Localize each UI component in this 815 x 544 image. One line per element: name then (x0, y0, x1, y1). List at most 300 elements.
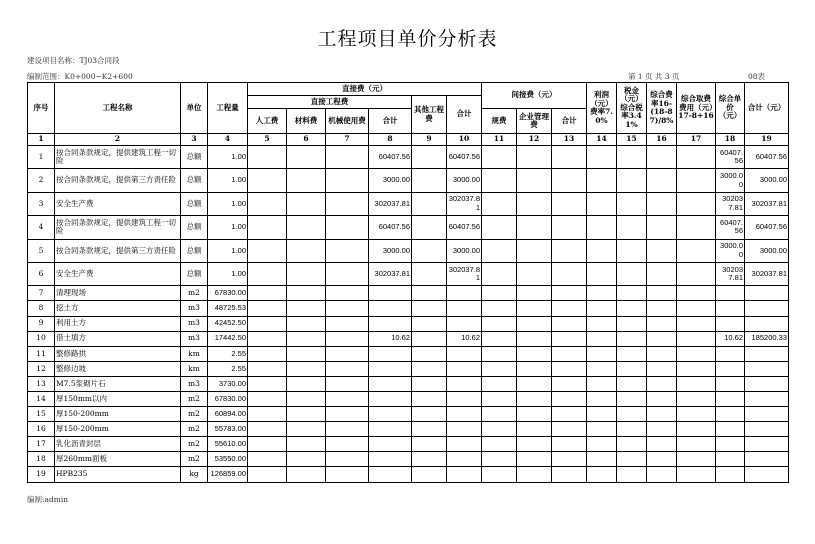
row-name: 按合同条款规定，提供建筑工程一切险 (55, 216, 181, 239)
row-combined-fee (677, 467, 716, 482)
row-material (287, 346, 326, 361)
header-other-eng: 其他工程费 (412, 96, 447, 134)
row-unit-price (716, 286, 745, 301)
row-tax (617, 346, 647, 361)
row-seq: 6 (28, 262, 55, 285)
row-name: 挖土方 (55, 301, 181, 316)
row-mgmt (517, 146, 552, 169)
column-index-cell: 6 (287, 134, 326, 146)
row-unit: 总额 (181, 262, 208, 285)
row-regulation (482, 422, 517, 437)
table-row (28, 192, 789, 215)
row-tax (617, 316, 647, 331)
row-combined-rate (647, 437, 677, 452)
row-mgmt (517, 169, 552, 192)
row-direct-total: 60407.56 (447, 146, 482, 169)
row-direct-total (447, 316, 482, 331)
table-row (28, 239, 789, 262)
row-profit (587, 346, 617, 361)
row-qty: 2.55 (208, 361, 248, 376)
row-seq: 16 (28, 422, 55, 437)
row-labor (248, 437, 287, 452)
header-tax: 税金（元）综合税率3.41% (617, 83, 647, 134)
row-mgmt (517, 467, 552, 482)
row-subtotal (369, 407, 412, 422)
row-profit (587, 437, 617, 452)
row-combined-rate (647, 262, 677, 285)
row-indirect-total (552, 346, 587, 361)
row-seq: 14 (28, 392, 55, 407)
row-total-yuan (745, 286, 789, 301)
row-indirect-total (552, 169, 587, 192)
row-qty: 60894.00 (208, 407, 248, 422)
header-total-yuan: 合计（元） (745, 83, 789, 134)
column-index-cell: 10 (447, 134, 482, 146)
row-other-eng (412, 262, 447, 285)
row-labor (248, 301, 287, 316)
row-regulation (482, 361, 517, 376)
row-seq: 11 (28, 346, 55, 361)
footer-author: 编制:admin (27, 495, 69, 504)
row-other-eng (412, 452, 447, 467)
header-unit-price: 综合单价（元） (716, 83, 745, 134)
row-total-yuan (745, 452, 789, 467)
row-combined-fee (677, 361, 716, 376)
row-tax (617, 437, 647, 452)
row-mgmt (517, 361, 552, 376)
row-mgmt (517, 192, 552, 215)
row-seq: 4 (28, 216, 55, 239)
row-name: 按合同条款规定，提供建筑工程一切险 (55, 146, 181, 169)
row-regulation (482, 392, 517, 407)
form-code: 08表 (748, 72, 766, 81)
page-info: 第 1 页 共 3 页 (628, 72, 680, 81)
row-tax (617, 169, 647, 192)
table-row (28, 286, 789, 301)
row-labor (248, 407, 287, 422)
row-combined-fee (677, 286, 716, 301)
row-material (287, 467, 326, 482)
row-unit-price (716, 422, 745, 437)
row-subtotal: 60407.56 (369, 216, 412, 239)
row-direct-total (447, 407, 482, 422)
row-machine (326, 376, 369, 391)
row-machine (326, 437, 369, 452)
row-machine (326, 216, 369, 239)
row-unit-price: 3000.00 (716, 239, 745, 262)
row-direct-total (447, 301, 482, 316)
row-name: 借土填方 (55, 331, 181, 346)
row-total-yuan: 60407.56 (745, 146, 789, 169)
row-regulation (482, 239, 517, 262)
row-profit (587, 376, 617, 391)
row-subtotal (369, 316, 412, 331)
row-material (287, 146, 326, 169)
row-mgmt (517, 437, 552, 452)
row-seq: 3 (28, 192, 55, 215)
row-labor (248, 331, 287, 346)
row-mgmt (517, 376, 552, 391)
row-seq: 5 (28, 239, 55, 262)
row-unit-price (716, 376, 745, 391)
row-unit-price (716, 301, 745, 316)
table-row (28, 216, 789, 239)
row-qty: 1.00 (208, 146, 248, 169)
row-combined-rate (647, 346, 677, 361)
row-regulation (482, 146, 517, 169)
row-total-yuan: 3000.00 (745, 169, 789, 192)
row-combined-rate (647, 239, 677, 262)
row-combined-rate (647, 452, 677, 467)
row-combined-rate (647, 169, 677, 192)
row-direct-total (447, 422, 482, 437)
row-mgmt (517, 331, 552, 346)
row-regulation (482, 216, 517, 239)
row-subtotal: 60407.56 (369, 146, 412, 169)
row-seq: 19 (28, 467, 55, 482)
row-combined-fee (677, 422, 716, 437)
row-mgmt (517, 392, 552, 407)
row-unit-price (716, 467, 745, 482)
row-labor (248, 146, 287, 169)
row-unit-price (716, 452, 745, 467)
row-subtotal (369, 467, 412, 482)
row-unit: 总额 (181, 239, 208, 262)
row-other-eng (412, 331, 447, 346)
row-indirect-total (552, 467, 587, 482)
row-labor (248, 239, 287, 262)
row-machine (326, 192, 369, 215)
row-combined-fee (677, 262, 716, 285)
header-indirect-total: 合计 (552, 109, 587, 134)
row-profit (587, 452, 617, 467)
row-indirect-total (552, 437, 587, 452)
row-total-yuan (745, 392, 789, 407)
header-direct-eng: 直接工程费 (248, 96, 412, 109)
row-machine (326, 301, 369, 316)
row-qty: 1.00 (208, 169, 248, 192)
row-total-yuan (745, 437, 789, 452)
header-mgmt: 企业管理费 (517, 109, 552, 134)
row-other-eng (412, 286, 447, 301)
row-tax (617, 216, 647, 239)
row-unit: m2 (181, 286, 208, 301)
row-labor (248, 216, 287, 239)
row-material (287, 452, 326, 467)
table-row (28, 316, 789, 331)
row-profit (587, 407, 617, 422)
row-tax (617, 286, 647, 301)
column-index-cell: 19 (745, 134, 789, 146)
row-tax (617, 239, 647, 262)
row-total-yuan: 3000.00 (745, 239, 789, 262)
row-machine (326, 262, 369, 285)
row-labor (248, 452, 287, 467)
header-subtotal: 合计 (369, 109, 412, 134)
header-combined-rate: 综合费率16-(18-87)/8% (647, 83, 677, 134)
row-name: 整修路拱 (55, 346, 181, 361)
row-machine (326, 346, 369, 361)
row-unit: 总额 (181, 146, 208, 169)
row-total-yuan (745, 376, 789, 391)
row-direct-total: 3000.00 (447, 169, 482, 192)
row-total-yuan: 302037.81 (745, 262, 789, 285)
row-subtotal (369, 361, 412, 376)
row-mgmt (517, 407, 552, 422)
row-subtotal (369, 376, 412, 391)
row-combined-fee (677, 146, 716, 169)
row-name: 清理现场 (55, 286, 181, 301)
row-combined-rate (647, 301, 677, 316)
row-direct-total: 60407.56 (447, 216, 482, 239)
row-name: HPB235 (55, 467, 181, 482)
row-other-eng (412, 146, 447, 169)
row-name: 利用土方 (55, 316, 181, 331)
row-combined-fee (677, 216, 716, 239)
header-combined-fee: 综合取费费用（元）17-8+16 (677, 83, 716, 134)
row-combined-rate (647, 146, 677, 169)
row-regulation (482, 262, 517, 285)
row-labor (248, 316, 287, 331)
row-unit: 总额 (181, 216, 208, 239)
row-material (287, 407, 326, 422)
row-name: 安全生产费 (55, 192, 181, 215)
row-total-yuan (745, 407, 789, 422)
row-unit-price: 60407.56 (716, 146, 745, 169)
row-indirect-total (552, 376, 587, 391)
header-unit: 单位 (181, 83, 208, 134)
row-subtotal (369, 301, 412, 316)
row-unit: m2 (181, 392, 208, 407)
page-title: 工程项目单价分析表 (317, 28, 498, 50)
row-seq: 15 (28, 407, 55, 422)
row-combined-fee (677, 346, 716, 361)
row-subtotal: 3000.00 (369, 239, 412, 262)
row-tax (617, 331, 647, 346)
row-unit: m3 (181, 331, 208, 346)
row-material (287, 316, 326, 331)
row-profit (587, 146, 617, 169)
row-material (287, 301, 326, 316)
row-unit-price (716, 346, 745, 361)
row-material (287, 262, 326, 285)
row-unit: m3 (181, 376, 208, 391)
row-name: 厚150-200mm (55, 422, 181, 437)
row-total-yuan (745, 422, 789, 437)
row-regulation (482, 437, 517, 452)
row-other-eng (412, 192, 447, 215)
row-direct-total (447, 392, 482, 407)
row-direct-total (447, 437, 482, 452)
row-seq: 12 (28, 361, 55, 376)
row-total-yuan: 302037.81 (745, 192, 789, 215)
table-row (28, 361, 789, 376)
row-seq: 18 (28, 452, 55, 467)
row-tax (617, 392, 647, 407)
column-index-cell: 14 (587, 134, 617, 146)
row-tax (617, 146, 647, 169)
row-seq: 17 (28, 437, 55, 452)
row-labor (248, 361, 287, 376)
row-direct-total: 302037.81 (447, 192, 482, 215)
row-combined-fee (677, 376, 716, 391)
row-indirect-total (552, 192, 587, 215)
row-qty: 17442.50 (208, 331, 248, 346)
row-profit (587, 361, 617, 376)
row-profit (587, 422, 617, 437)
row-machine (326, 146, 369, 169)
row-direct-total: 3000.00 (447, 239, 482, 262)
column-index-cell: 7 (326, 134, 369, 146)
row-tax (617, 192, 647, 215)
row-unit: kg (181, 467, 208, 482)
row-tax (617, 422, 647, 437)
row-other-eng (412, 392, 447, 407)
row-unit-price: 60407.56 (716, 216, 745, 239)
row-indirect-total (552, 452, 587, 467)
row-direct-total (447, 467, 482, 482)
row-material (287, 437, 326, 452)
row-combined-rate (647, 286, 677, 301)
row-regulation (482, 331, 517, 346)
row-regulation (482, 346, 517, 361)
row-profit (587, 169, 617, 192)
row-labor (248, 376, 287, 391)
header-labor: 人工费 (248, 109, 287, 134)
column-index-cell: 11 (482, 134, 517, 146)
row-material (287, 376, 326, 391)
row-machine (326, 286, 369, 301)
row-indirect-total (552, 216, 587, 239)
row-regulation (482, 286, 517, 301)
row-unit: km (181, 346, 208, 361)
row-material (287, 239, 326, 262)
row-regulation (482, 376, 517, 391)
row-qty: 126859.00 (208, 467, 248, 482)
row-unit-price (716, 361, 745, 376)
row-total-yuan (745, 361, 789, 376)
row-indirect-total (552, 316, 587, 331)
row-material (287, 286, 326, 301)
row-mgmt (517, 422, 552, 437)
row-combined-fee (677, 192, 716, 215)
row-combined-fee (677, 407, 716, 422)
row-total-yuan: 60407.56 (745, 216, 789, 239)
row-total-yuan (745, 301, 789, 316)
row-other-eng (412, 376, 447, 391)
row-combined-rate (647, 192, 677, 215)
table-row (28, 301, 789, 316)
row-other-eng (412, 216, 447, 239)
table-row (28, 422, 789, 437)
table-row (28, 346, 789, 361)
row-material (287, 216, 326, 239)
row-profit (587, 392, 617, 407)
row-unit-price: 302037.81 (716, 262, 745, 285)
row-labor (248, 262, 287, 285)
row-seq: 7 (28, 286, 55, 301)
header-name: 工程名称 (55, 83, 181, 134)
row-total-yuan (745, 467, 789, 482)
row-profit (587, 286, 617, 301)
row-qty: 1.00 (208, 262, 248, 285)
row-seq: 9 (28, 316, 55, 331)
table-row (28, 262, 789, 285)
row-labor (248, 192, 287, 215)
row-seq: 13 (28, 376, 55, 391)
column-index-cell: 12 (517, 134, 552, 146)
row-subtotal: 3000.00 (369, 169, 412, 192)
row-profit (587, 239, 617, 262)
row-labor (248, 169, 287, 192)
row-direct-total (447, 376, 482, 391)
column-index-cell: 2 (55, 134, 181, 146)
row-regulation (482, 407, 517, 422)
row-unit: m2 (181, 407, 208, 422)
row-combined-fee (677, 452, 716, 467)
row-profit (587, 262, 617, 285)
row-other-eng (412, 169, 447, 192)
row-machine (326, 239, 369, 262)
row-labor (248, 346, 287, 361)
row-subtotal (369, 392, 412, 407)
row-qty: 67830.00 (208, 392, 248, 407)
row-unit: m2 (181, 437, 208, 452)
row-machine (326, 392, 369, 407)
table-row (28, 437, 789, 452)
table-row (28, 331, 789, 346)
row-combined-rate (647, 392, 677, 407)
row-qty: 1.00 (208, 239, 248, 262)
row-combined-fee (677, 239, 716, 262)
row-mgmt (517, 346, 552, 361)
row-combined-fee (677, 392, 716, 407)
row-mgmt (517, 452, 552, 467)
unit-price-table (27, 82, 789, 483)
row-subtotal (369, 452, 412, 467)
row-qty: 55783.00 (208, 422, 248, 437)
row-unit: m2 (181, 422, 208, 437)
row-material (287, 422, 326, 437)
row-regulation (482, 169, 517, 192)
row-indirect-total (552, 331, 587, 346)
row-mgmt (517, 216, 552, 239)
row-direct-total (447, 452, 482, 467)
scope-range: 编制范围：K0+000~K2+600 (27, 72, 133, 81)
row-unit: 总额 (181, 192, 208, 215)
row-unit: km (181, 361, 208, 376)
row-subtotal (369, 346, 412, 361)
row-direct-total (447, 346, 482, 361)
row-material (287, 331, 326, 346)
row-name: 按合同条款规定，提供第三方责任险 (55, 169, 181, 192)
row-unit-price: 10.62 (716, 331, 745, 346)
row-other-eng (412, 239, 447, 262)
row-mgmt (517, 239, 552, 262)
row-combined-rate (647, 216, 677, 239)
row-combined-fee (677, 316, 716, 331)
row-name: 厚150mm以内 (55, 392, 181, 407)
table-row (28, 376, 789, 391)
row-unit: m2 (181, 452, 208, 467)
row-other-eng (412, 346, 447, 361)
row-name: M7.5浆砌片石 (55, 376, 181, 391)
row-subtotal (369, 286, 412, 301)
row-indirect-total (552, 392, 587, 407)
column-index-cell: 5 (248, 134, 287, 146)
row-tax (617, 361, 647, 376)
row-qty: 53550.00 (208, 452, 248, 467)
